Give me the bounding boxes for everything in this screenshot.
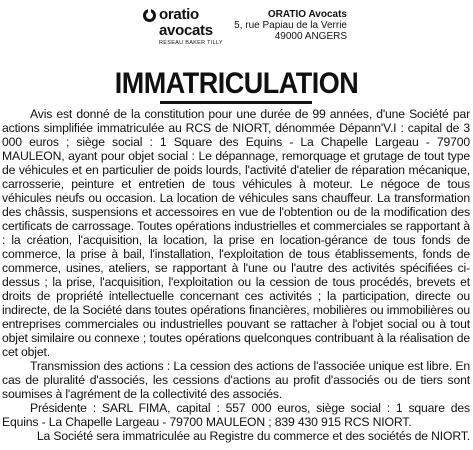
firm-name: ORATIO Avocats [267, 9, 347, 20]
firm-address [227, 9, 347, 42]
notice-body [2, 107, 470, 443]
paragraph-transmission: Transmission des actions : La cession des actions de l'associée unique est libre. En cas de pluralité d'associés, les cessions d'actions au profit d'associés ou de tiers sont soumises à l'agrément de la collectivité des associés. [2, 359, 470, 401]
notice-title: IMMATRICULATION [114, 66, 359, 100]
logo-line-2: avocats [159, 22, 213, 39]
title-underline [160, 101, 312, 104]
logo-tagline: RÉSEAU BAKER TILLY [159, 40, 223, 46]
oratio-logo [143, 7, 223, 51]
paragraph-constitution: Avis est donné de la constitution pour une durée de 99 années, d'une Société par actions simplifiée immatriculée au RCS de NIORT, dénommée Dépann'V.I : capital de 3 000 euros ; siège social : 1 Square des Equins - La Chapelle Largeau - 79700 MAULEON, ayant pour objet social : Le dépannage, remorquage et grutage de tout type de véhicules et en particulier de poids lourds, l'activité d'atelier de réparation mécanique, carrosserie, peinture et entretien de tous véhicules à moteur. Le négoce de tous véhicules neufs ou occasion. La location de véhicules sans chauffeur. La transformation des châssis, suspensions et accessoires en vue de l'obtention ou de la modification des certificats de carrossage. Toutes opérations industrielles et commerciales se rapportant à : la création, l'acquisition, la location, la prise en location-gérance de tous fonds de commerce, la prise à bail, l'installation, l'exploitation de tous établissements, fonds de commerce, usines, ateliers, se rapportant à l'une ou l'autre des activités spécifiées ci-dessus ; la prise, l'acquisition, l'exploitation ou la cession de tous procédés, brevets et droits de propriété intellectuelle concernant ces activités ; la participation, directe ou indirecte, de la Société dans toutes opérations financières, mobilières ou immobilières ou entreprises commerciales ou industrielles pouvant se rattacher à l'objet social ou à tout objet similaire ou connexe ; toutes opérations quelconques contribuant à la réalisation de cet objet. [2, 107, 470, 359]
paragraph-presidente: Présidente : SARL FIMA, capital : 557 000 euros, siège social : 1 square des Equins - La Chapelle Largeau - 79700 MAULEON ; 839 430 915 RCS NIORT. [2, 401, 470, 429]
paragraph-immatriculation: La Société sera immatriculée au Registre du commerce et des sociétés de NIORT. [36, 429, 470, 443]
address-line-2: 49000 ANGERS [274, 31, 347, 42]
address-line-1: 5, rue Papiau de la Verrie [234, 20, 347, 31]
power-circle-icon [143, 9, 156, 22]
logo-line-1: oratio [159, 6, 199, 23]
notice-header [0, 0, 473, 68]
